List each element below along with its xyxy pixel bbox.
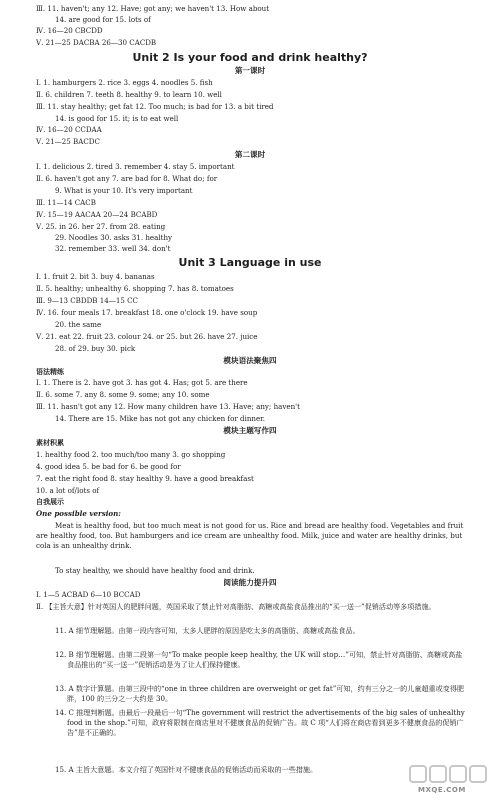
answer-line: Ⅱ. 5. healthy; unhealthy 6. shopping 7. has 8. tomatoes (36, 284, 234, 293)
summary-paragraph: Ⅱ. 【主旨大意】针对英国人的肥胖问题，英国采取了禁止针对高脂肪、高糖或高盐食品推出的“买一送一”促销活动等多项措施。 (36, 602, 436, 611)
self-show-label: 自我展示 (36, 498, 64, 506)
answer-line: 14. are good for 15. lots of (55, 15, 151, 24)
lesson-2-heading: 第二课时 (234, 150, 266, 159)
essay-paragraph: Meat is healthy food, but too much meat is not good for us. Rice and bread are healthy food. Vegetables and fruit are healthy food, too. But hamburgers and ice cream are unhealthy food. Milk, juice and water are healthy drinks, but cola is an unhealthy drink. (36, 521, 464, 551)
answer-line: Ⅳ. 15—19 AACAA 20—24 BCABD (36, 210, 158, 219)
reading-section-title: 阅读能力提升四 (223, 578, 277, 587)
answer-line: 32. remember 33. well 34. don't (55, 244, 171, 253)
essay-paragraph: To stay healthy, we should have healthy food and drink. (55, 566, 255, 575)
answer-line: 9. What is your 10. It's very important (55, 186, 193, 195)
unit-2-heading: Unit 2 Is your food and drink healthy? (132, 51, 368, 64)
answer-line: Ⅲ. 11—14 CACB (36, 198, 96, 207)
answer-line: Ⅳ. 16—20 CCDAA (36, 125, 102, 134)
explanation-paragraph: 14. C 推理判断题。由最后一段最后一句“The government will restrict the advertisements of the big sales of unhealthy food in the shop.”可知，政府将限制在商店里对不健康食品的促销广告。故 C 项“人们将在商店看到更多不健康食品的促销广告”是不正确的。 (55, 708, 465, 738)
watermark-text: MXQE.COM (418, 786, 466, 794)
grammar-practice-label: 语法精练 (36, 368, 64, 376)
answer-line: 1. healthy food 2. too much/too many 3. go shopping (36, 450, 226, 459)
material-label: 素材积累 (36, 439, 64, 447)
writing-section-title: 模块主题写作四 (223, 426, 277, 435)
answer-line: Ⅱ. 6. haven't got any 7. are bad for 8. What do; for (36, 174, 218, 183)
answer-line: Ⅲ. 9—13 CBDDB 14—15 CC (36, 296, 138, 305)
answer-line: Ⅴ. 25. in 26. her 27. from 28. eating (36, 222, 166, 231)
answer-line: Ⅴ. 21. eat 22. fruit 23. colour 24. or 25. but 26. have 27. juice (36, 332, 258, 341)
lesson-1-heading: 第一课时 (234, 66, 266, 75)
answer-line: 10. a lot of/lots of (36, 486, 100, 495)
grammar-section-title: 模块语法聚焦四 (223, 356, 277, 365)
answer-line: 4. good idea 5. be bad for 6. be good for (36, 462, 181, 471)
explanation-paragraph: 13. A 数字计算题。由第三段中的“one in three children are overweight or get fat”可知，约有三分之一的儿童超重或变得肥胖，100 的三分之一大约是 30。 (55, 684, 465, 704)
answer-line: 14. is good for 15. it; is to eat well (55, 114, 179, 123)
answer-line: 28. of 29. buy 30. pick (55, 344, 136, 353)
answer-line: Ⅲ. 11. haven't; any 12. Have; got any; we haven't 13. How about (36, 4, 270, 13)
explanation-paragraph: 12. B 细节理解题。由第二段第一句“To make people keep healthy, the UK will stop…”可知，禁止针对高脂肪、高糖或高盐食品推出的“买一送一”促销活动是为了让人们保持健康。 (55, 650, 463, 670)
answer-line: Ⅴ. 21—25 DACBA 26—30 CACDB (36, 38, 157, 47)
explanation-paragraph: 15. A 主旨大意题。本文介绍了英国针对不健康食品的促销活动而采取的一些措施。 (55, 765, 318, 774)
answer-line: Ⅰ. 1. There is 2. have got 3. has got 4. Has; got 5. are there (36, 378, 248, 387)
explanation-paragraph: 11. A 细节理解题。由第一段内容可知，太多人肥胖的原因是吃太多的高脂肪、高糖或高盐食品。 (55, 626, 360, 635)
unit-3-heading: Unit 3 Language in use (178, 256, 322, 269)
answer-line: Ⅰ. 1. fruit 2. bit 3. buy 4. bananas (36, 272, 155, 281)
answer-line: 7. eat the right food 8. stay healthy 9. have a good breakfast (36, 474, 254, 483)
answer-line: Ⅰ. 1—5 ACBAD 6—10 BCCAD (36, 590, 141, 599)
possible-version-label: One possible version: (36, 509, 121, 518)
answer-line: 20. the same (55, 320, 102, 329)
answer-line: Ⅳ. 16—20 CBCDD (36, 26, 103, 35)
answer-line: Ⅱ. 6. some 7. any 8. some 9. some; any 10. some (36, 390, 210, 399)
answer-line: Ⅳ. 16. four meals 17. breakfast 18. one o'clock 19. have soup (36, 308, 258, 317)
answer-line: 29. Noodles 30. asks 31. healthy (55, 233, 173, 242)
answer-line: Ⅰ. 1. hamburgers 2. rice 3. eggs 4. noodles 5. fish (36, 78, 213, 87)
answer-line: Ⅰ. 1. delicious 2. tired 3. remember 4. stay 5. important (36, 162, 235, 171)
answer-line: Ⅲ. 11. stay healthy; get fat 12. Too much; is bad for 13. a bit tired (36, 102, 274, 111)
answer-line: Ⅲ. 11. hasn't got any 12. How many children have 13. Have; any; haven't (36, 402, 300, 411)
answer-line: Ⅴ. 21—25 BACDC (36, 137, 100, 146)
answer-line: 14. There are 15. Mike has not got any chicken for dinner. (55, 414, 266, 423)
answer-line: Ⅱ. 6. children 7. teeth 8. healthy 9. to learn 10. well (36, 90, 222, 99)
